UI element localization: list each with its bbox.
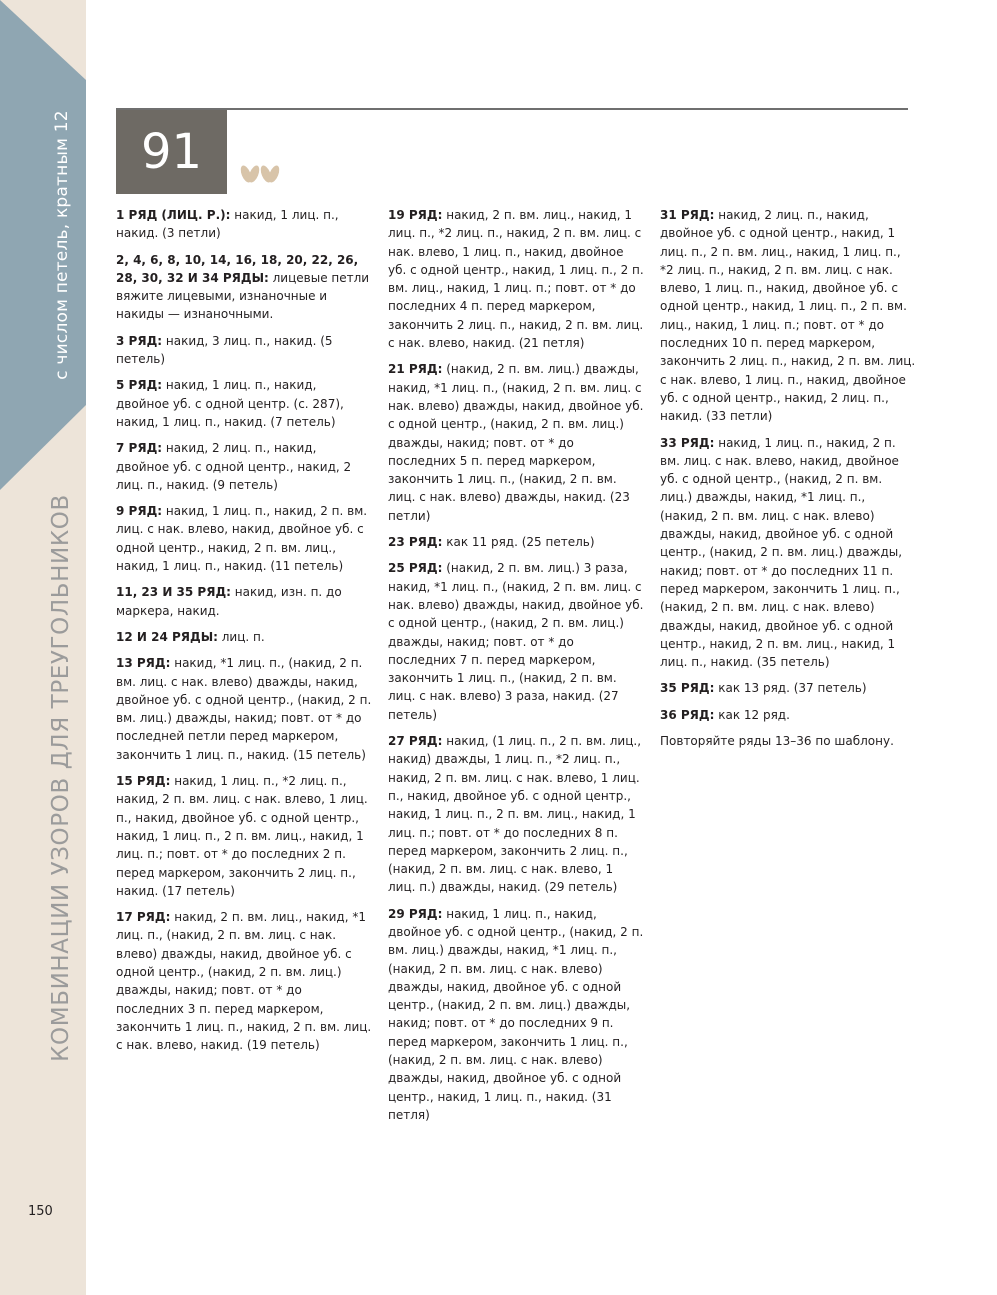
row-label: 12 И 24 РЯДЫ: [116, 629, 218, 644]
row-text: накид, 2 п. вм. лиц., накид, 1 лиц. п., *2 лиц. п., накид, 2 п. вм. лиц. с нак. влево, 1 лиц. п., накид, двойное уб. с одной центр., накид, 1 лиц. п., 2 п. вм. лиц., накид, 1 лиц. п.; повт. от * до последних 4 п. перед маркером, закончить 2 лиц. п., накид, 2 п. вм. лиц. с нак. влево, накид. (21 петля) [388, 208, 644, 351]
row-text: накид, (1 лиц. п., 2 п. вм. лиц., накид) дважды, 1 лиц. п., *2 лиц. п., накид, 2 п. вм. лиц. с нак. влево, 1 лиц. п., накид, двойное уб. с одной центр., накид, 1 лиц. п., 2 п. вм. лиц., накид, 1 лиц. п.; повт. от * до последних 8 п. перед маркером, закончить 2 лиц. п., (накид, 2 п. вм. лиц. с нак. влево, 1 лиц. п.) дважды, накид. (29 петель) [388, 734, 642, 895]
row-text: накид, 1 лиц. п., накид, 2 п. вм. лиц. с нак. влево, накид, двойное уб. с одной центр., накид, 2 п. вм. лиц., накид, 1 лиц. п., накид. (11 петель) [116, 504, 368, 574]
row-text: накид, 2 п. вм. лиц., накид, *1 лиц. п., (накид, 2 п. вм. лиц. с нак. влево) дважды, накид, двойное уб. с одной центр., (накид, 2 п. вм. лиц.) дважды, накид; повт. от * до последних 3 п. перед маркером, закончить 1 лиц. п., накид, 2 п. вм. лиц. с нак. влево, накид. (19 петель) [116, 910, 372, 1053]
page-number: 150 [28, 1204, 53, 1219]
v-stitch-icon [237, 154, 291, 190]
row-text: накид, 1 лиц. п., накид, 2 п. вм. лиц. с нак. влево, накид, двойное уб. с одной центр., (накид, 2 п. вм. лиц.) дважды, накид, *1 лиц. п., (накид, 2 п. вм. лиц. с нак. влево) дважды, накид, двойное уб. с одной центр., (накид, 2 п. вм. лиц.) дважды, накид; повт. от * до последних 11 п. перед маркером, закончить 1 лиц. п., (накид, 2 п. вм. лиц. с нак. влево) дважды, накид, двойное уб. с одной центр., накид, 2 п. вм. лиц., накид, 1 лиц. п., накид. (35 петель) [660, 435, 903, 670]
instruction-paragraph [116, 206, 372, 243]
instruction-paragraph [388, 905, 644, 1125]
row-text: накид, 2 лиц. п., накид, двойное уб. с одной центр., накид, 1 лиц. п., 2 п. вм. лиц., накид, 1 лиц. п., *2 лиц. п., накид, 2 п. вм. лиц. с нак. влево, 1 лиц. п., накид, двойное уб. с одной центр., накид, 1 лиц. п., 2 п. вм. лиц., накид, 1 лиц. п.; повт. от * до последних 10 п. перед маркером, закончить 2 лиц. п., накид, 2 п. вм. лиц. с нак. влево, 1 лиц. п., накид, двойное уб. с одной центр., накид, 2 лиц. п., накид. (33 петли) [660, 208, 916, 424]
row-text: Повторяйте ряды 13–36 по шаблону. [660, 734, 894, 749]
side-triangle [0, 0, 86, 490]
side-band [0, 0, 86, 1295]
row-label: 5 РЯД: [116, 378, 163, 393]
row-text: как 13 ряд. (37 петель) [714, 681, 867, 696]
row-label: 25 РЯД: [388, 561, 443, 576]
header-rule [116, 108, 908, 110]
instruction-paragraph [116, 628, 372, 646]
row-label: 19 РЯД: [388, 208, 443, 222]
row-label: 17 РЯД: [116, 910, 171, 925]
row-label: 1 РЯД (ЛИЦ. Р.): [116, 208, 231, 222]
row-label: 21 РЯД: [388, 362, 443, 377]
row-text: накид, *1 лиц. п., (накид, 2 п. вм. лиц. с нак. влево) дважды, накид, двойное уб. с одной центр., (накид, 2 п. вм. лиц.) дважды, накид; повт. от * до последней петли перед маркером, закончить 1 лиц. п., накид. (15 петель) [116, 656, 372, 762]
instruction-paragraph [116, 332, 372, 369]
row-label: 33 РЯД: [660, 435, 715, 450]
row-label: 2, 4, 6, 8, 10, 14, 16, 18, 20, 22, 26, 28, 30, 32 И 34 РЯДЫ: [116, 252, 359, 285]
instruction-paragraph [116, 908, 372, 1054]
instruction-paragraph [388, 206, 644, 352]
row-label: 31 РЯД: [660, 208, 715, 222]
row-text: накид, 2 лиц. п., накид, двойное уб. с одной центр., накид, 2 лиц. п., накид. (9 петель) [116, 441, 352, 492]
row-text: лицевые петли вяжите лицевыми, изнаночные и накиды — изнаночными. [116, 270, 370, 322]
row-label: 29 РЯД: [388, 906, 443, 921]
row-label: 11, 23 И 35 РЯД: [116, 585, 231, 600]
row-label: 27 РЯД: [388, 734, 443, 749]
row-text: накид, 1 лиц. п., накид. (3 петли) [116, 208, 339, 241]
instruction-paragraph [116, 772, 372, 900]
instruction-paragraph [660, 206, 916, 426]
row-label: 13 РЯД: [116, 656, 171, 671]
row-text: (накид, 2 п. вм. лиц.) 3 раза, накид, *1 лиц. п., (накид, 2 п. вм. лиц. с нак. влево) дважды, накид, двойное уб. с одной центр., (накид, 2 п. вм. лиц.) дважды, накид; повт. от * до последних 7 п. перед маркером, закончить 1 лиц. п., (накид, 2 п. вм. лиц. с нак. влево) 3 раза, накид. (27 петель) [388, 561, 644, 722]
row-text: накид, 3 лиц. п., накид. (5 петель) [116, 333, 333, 367]
instruction-paragraph [116, 376, 372, 431]
row-label: 36 РЯД: [660, 707, 715, 722]
row-label: 9 РЯД: [116, 504, 163, 519]
instruction-paragraph [660, 679, 916, 697]
row-text: лиц. п. [217, 629, 265, 644]
row-text: как 11 ряд. (25 петель) [442, 535, 595, 550]
instruction-paragraph [660, 732, 916, 750]
row-text: накид, 1 лиц. п., накид, двойное уб. с одной центр., (накид, 2 п. вм. лиц.) дважды, накид, *1 лиц. п., (накид, 2 п. вм. лиц. с нак. влево) дважды, накид, двойное уб. с одной центр., (накид, 2 п. вм. лиц.) дважды, накид; повт. от * до последних 9 п. перед маркером, закончить 1 лиц. п., (накид, 2 п. вм. лиц. с нак. влево) дважды, накид, двойное уб. с одной центр., накид, 1 лиц. п., накид. (31 петля) [388, 906, 644, 1122]
instruction-paragraph [388, 732, 644, 897]
row-text: (накид, 2 п. вм. лиц.) дважды, накид, *1 лиц. п., (накид, 2 п. вм. лиц. с нак. влево) дважды, накид, двойное уб. с одной центр., (накид, 2 п. вм. лиц.) дважды, накид; повт. от * до последних 5 п. перед маркером, закончить 1 лиц. п., (накид, 2 п. вм. лиц. с нак. влево) дважды, накид. (23 петли) [388, 362, 644, 523]
instruction-paragraph [660, 706, 916, 724]
row-label: 23 РЯД: [388, 535, 443, 550]
row-label: 3 РЯД: [116, 333, 163, 348]
instruction-paragraph [388, 533, 644, 551]
row-label: 7 РЯД: [116, 441, 163, 456]
instruction-paragraph [116, 439, 372, 494]
row-text: накид, 1 лиц. п., накид, двойное уб. с одной центр. (с. 287), накид, 1 лиц. п., накид. (7 петель) [116, 378, 344, 429]
text-column-1 [116, 206, 372, 1062]
text-column-3 [660, 206, 916, 758]
instruction-paragraph [116, 583, 372, 620]
row-text: накид, изн. п. до маркера, накид. [116, 585, 342, 618]
instruction-paragraph [116, 502, 372, 575]
row-label: 15 РЯД: [116, 774, 171, 789]
pattern-number: 91 [116, 110, 227, 194]
instruction-paragraph [116, 654, 372, 764]
row-label: 35 РЯД: [660, 681, 715, 696]
instruction-paragraph [660, 434, 916, 672]
chapter-subtitle: с числом петель, кратным 12 [52, 110, 72, 380]
instruction-paragraph [388, 360, 644, 525]
chapter-title: КОМБИНАЦИИ УЗОРОВ ДЛЯ ТРЕУГОЛЬНИКОВ [48, 494, 74, 1062]
row-text: накид, 1 лиц. п., *2 лиц. п., накид, 2 п. вм. лиц. с нак. влево, 1 лиц. п., накид, двойное уб. с одной центр., накид, 1 лиц. п., 2 п. вм. лиц., накид, 1 лиц. п.; повт. от * до последних 2 п. перед маркером, закончить 2 лиц. п., накид. (17 петель) [116, 774, 368, 898]
row-text: как 12 ряд. [714, 707, 790, 722]
instruction-paragraph [388, 559, 644, 724]
text-column-2 [388, 206, 644, 1132]
instruction-paragraph [116, 251, 372, 324]
